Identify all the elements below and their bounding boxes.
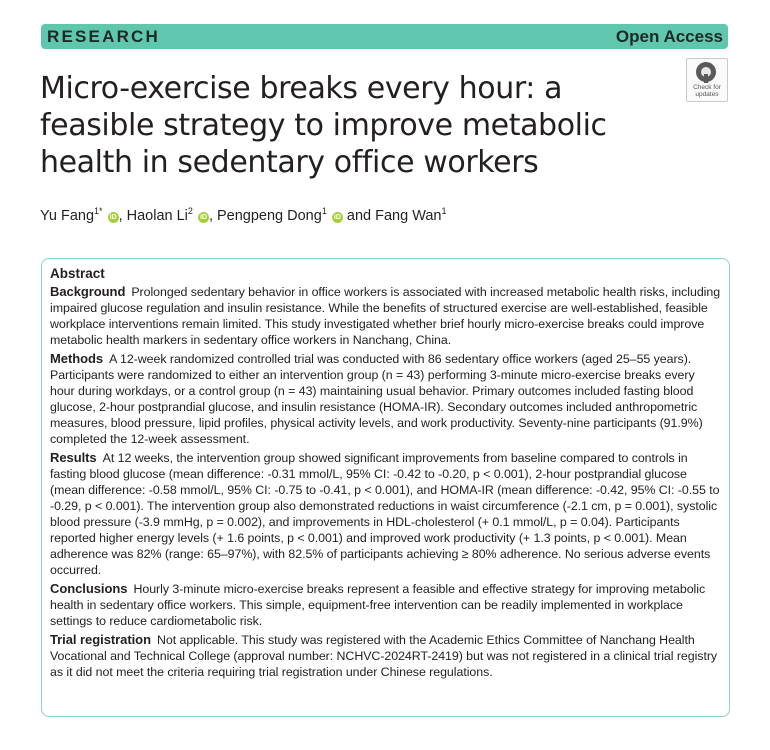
author-name[interactable]: Haolan Li [126,207,188,224]
abstract-results [50,450,721,578]
author-list: Yu Fang$^{1*}$ iD , Haolan Li$^2$ iD , Pengpeng Dong$^1$ iD and Fang Wan$^1$ [40,206,447,224]
abstract-trial-registration [50,632,721,680]
section-label: Conclusions [50,581,128,596]
orcid-icon[interactable]: iD [109,213,117,221]
section-text: A 12-week randomized controlled trial was conducted with 86 sedentary office workers (aged 25–55 years). Participants were randomized to either an intervention group (n = 43) performing 3-minute micro-exercise breaks every hour during workdays, or a control group (n = 43) maintaining usual behavior. Primary outcomes included fasting blood glucose, 2-hour postprandial glucose, and insulin resistance (HOMA-IR). Secondary outcomes included anthropometric measures, blood pressure, lipid profiles, physical activity levels, and work productivity. Seventy-nine participants (91.9%) completed the 12-week assessment. [50,352,703,446]
article-type-label: RESEARCH [47,27,161,46]
section-text: Hourly 3-minute micro-exercise breaks represent a feasible and effective strategy for improving metabolic health in sedentary office workers. This simple, equipment-free intervention can be readily implemented in workplace settings to reduce cardiometabolic risk. [50,582,706,628]
author-affiliation: 1 [441,206,447,216]
open-access-label[interactable]: Open Access [615,27,723,46]
article-type-banner [41,24,728,49]
check-for-updates-label: Check for updates [693,84,721,98]
author-affiliation: 1 [321,206,327,216]
abstract-background [50,284,721,348]
section-text: Prolonged sedentary behavior in office workers is associated with increased metabolic health risks, including impaired glucose regulation and insulin resistance. While the benefits of structured exercise are well-established, feasible workplace interventions remain limited. This study investigated whether brief hourly micro-exercise breaks could improve metabolic health markers in sedentary office workers in Nanchang, China. [50,285,721,347]
section-label: Background [50,284,126,299]
section-text: Not applicable. This study was registered with the Academic Ethics Committee of Nanchang Health Vocational and Technical College (approval number: NCHVC-2024RT-2419) but was not registered in a clinical trial registry as it did not meet the criteria requiring trial registration under Chinese regulations. [50,633,718,679]
section-label: Methods [50,351,104,366]
crossmark-icon [696,62,716,82]
check-for-updates-badge[interactable] [686,58,728,102]
abstract-heading: Abstract [50,266,105,281]
author-name[interactable]: Yu Fang [40,207,95,224]
abstract-methods [50,351,721,447]
author-affiliation: 2 [187,206,193,216]
author-name[interactable]: Fang Wan [375,207,442,224]
article-title: Micro-exercise breaks every hour: a feasible strategy to improve metabolic health in sedentary office workers [40,71,607,180]
abstract-box [41,258,730,717]
orcid-icon[interactable]: iD [199,213,207,221]
author-name[interactable]: Pengpeng Dong [217,207,322,224]
section-label: Results [50,450,97,465]
section-label: Trial registration [50,632,151,647]
orcid-icon[interactable]: iD [333,213,341,221]
abstract-conclusions [50,581,721,629]
author-affiliation: 1* [94,206,103,216]
section-text: At 12 weeks, the intervention group showed significant improvements from baseline compared to controls in fasting blood glucose (mean difference: -0.31 mmol/L, 95% CI: -0.42 to -0.20, p < 0.001), 2-hour postprandial glucose (mean difference: -0.58 mmol/L, 95% CI: -0.75 to -0.41, p < 0.001), and HOMA-IR (mean difference: -0.42, 95% CI: -0.55 to -0.29, p < 0.001). The intervention group also demonstrated reductions in waist circumference (-2.1 cm, p = 0.001), systolic blood pressure (-3.9 mmHg, p = 0.002), and improvements in HDL-cholesterol (+ 0.1 mmol/L, p = 0.04). Participants reported higher energy levels (+ 1.6 points, p < 0.001) and improved work productivity (+ 1.3 points, p < 0.001). Mean adherence was 82% (range: 65–97%), with 82.5% of participants achieving ≥ 80% adherence. No serious adverse events occurred. [50,451,720,577]
